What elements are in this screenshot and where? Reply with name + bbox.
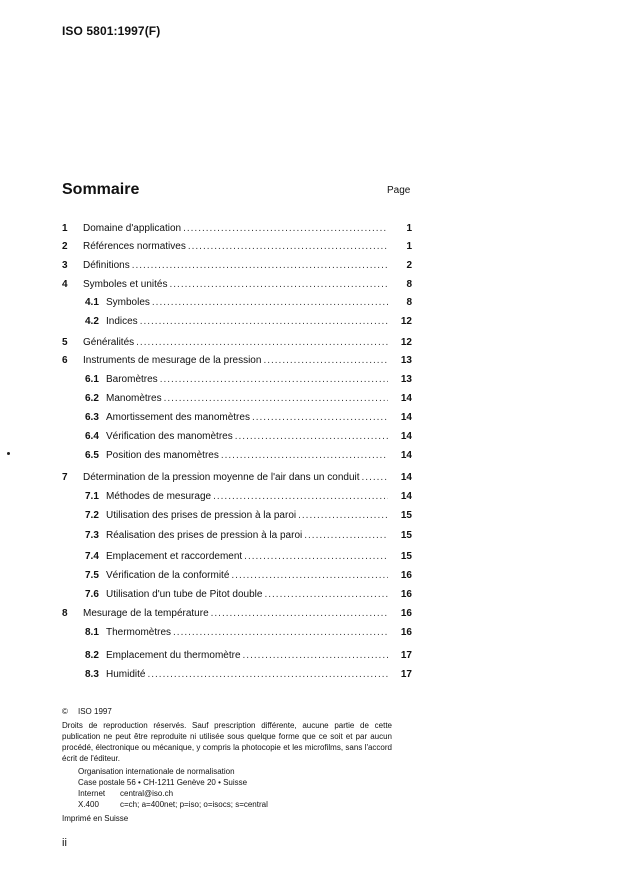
toc-title: Sommaire [62, 181, 140, 198]
internet-value: central@iso.ch [120, 789, 174, 798]
document-id: ISO 5801:1997(F) [62, 24, 161, 38]
toc-entry-title-wrap [83, 279, 388, 290]
toc-entry [0, 297, 620, 313]
toc-entry-title: Domaine d'application [83, 223, 182, 234]
toc-entry [0, 279, 620, 295]
toc-entry-title-wrap [106, 570, 388, 581]
toc-entry-title-wrap [106, 530, 388, 541]
toc-entry [0, 241, 620, 257]
dot-leader [243, 650, 388, 661]
dot-leader [164, 393, 388, 404]
x400-line [78, 799, 392, 810]
toc-entry [0, 472, 620, 488]
toc-entry-title-wrap [83, 337, 388, 348]
toc-entry [0, 393, 620, 409]
toc-entry-page: 14 [400, 450, 412, 461]
toc-entry-title-wrap [106, 551, 388, 562]
toc-entry-title: Utilisation des prises de pression à la paroi [106, 510, 297, 521]
toc-entry-title-wrap [106, 669, 388, 680]
toc-entry-page: 17 [400, 669, 412, 680]
copyright-symbol: © [62, 707, 68, 716]
toc-entry-number: 6.1 [85, 374, 99, 385]
toc-entry-number: 7.5 [85, 570, 99, 581]
dot-leader [362, 472, 388, 483]
rights-statement: Droits de reproduction réservés. Sauf prescription différente, aucune partie de cette publication ne peut être reproduite ni utilisée sous quelque forme que ce soit et par aucun procédé, électronique ou mécanique, y compris la photocopie et les microfilms, sans l'accord écrit de l'éditeur. [62, 721, 392, 763]
toc-entry-page: 16 [400, 589, 412, 600]
toc-entry-number: 6.3 [85, 412, 99, 423]
toc-entry-title: Généralités [83, 337, 135, 348]
toc-entry-title-wrap [106, 297, 388, 308]
toc-entry-title-wrap [83, 355, 388, 366]
dot-leader [264, 589, 388, 600]
toc-entry-title: Vérification de la conformité [106, 570, 230, 581]
dot-leader [170, 279, 389, 290]
copyright-notice: ISO 1997 [78, 707, 112, 716]
toc-entry-page: 12 [400, 337, 412, 348]
toc-entry-number: 6 [62, 355, 68, 366]
toc-entry-page: 15 [400, 510, 412, 521]
toc-entry-page: 17 [400, 650, 412, 661]
toc-entry [0, 627, 620, 643]
toc-entry-title: Définitions [83, 260, 130, 271]
toc-entry-title: Indices [106, 316, 138, 327]
toc-entry-page: 15 [400, 551, 412, 562]
toc-entry-page: 16 [400, 608, 412, 619]
toc-entry-page: 14 [400, 412, 412, 423]
dot-leader [235, 431, 388, 442]
toc-entry [0, 669, 620, 685]
toc-entry-title-wrap [106, 589, 388, 600]
toc-entry-page: 14 [400, 393, 412, 404]
toc-entry-title-wrap [106, 412, 388, 423]
toc-entry [0, 316, 620, 332]
toc-entry-title: Emplacement du thermomètre [106, 650, 241, 661]
toc-entry-title-wrap [83, 260, 388, 271]
toc-entry-title-wrap [106, 431, 388, 442]
dot-leader [183, 223, 388, 234]
dot-leader [244, 551, 388, 562]
toc-entry-title-wrap [83, 241, 388, 252]
toc-entry-number: 7.3 [85, 530, 99, 541]
toc-entry-title-wrap [106, 450, 388, 461]
toc-entry [0, 260, 620, 276]
toc-entry [0, 431, 620, 447]
toc-entry-number: 8.2 [85, 650, 99, 661]
toc-entry [0, 530, 620, 546]
toc-entry-title: Manomètres [106, 393, 162, 404]
toc-entry-title: Détermination de la pression moyenne de l'air dans un conduit [83, 472, 360, 483]
toc-entry-title-wrap [83, 472, 388, 483]
toc-entry-title: Vérification des manomètres [106, 431, 233, 442]
toc-entry-title: Emplacement et raccordement [106, 551, 243, 562]
internet-label: Internet [78, 789, 106, 798]
toc-entry-page: 8 [406, 297, 412, 308]
toc-entry-title-wrap [106, 374, 388, 385]
dot-leader [304, 530, 388, 541]
toc-entry-page: 14 [400, 431, 412, 442]
toc-entry-page: 1 [406, 241, 412, 252]
dot-leader [298, 510, 388, 521]
toc-entry-title: Références normatives [83, 241, 186, 252]
copyright-block [62, 706, 392, 824]
toc-entry-title: Amortissement des manomètres [106, 412, 250, 423]
toc-entry-number: 5 [62, 337, 68, 348]
toc-entry-number: 8 [62, 608, 68, 619]
toc-entry-title: Méthodes de mesurage [106, 491, 212, 502]
dot-leader [231, 570, 388, 581]
toc-entry-title: Humidité [106, 669, 146, 680]
x400-value: c=ch; a=400net; p=iso; o=isocs; s=central [120, 800, 268, 809]
dot-leader [160, 374, 388, 385]
toc-entry-title-wrap [83, 608, 388, 619]
toc-entry-title-wrap [106, 650, 388, 661]
toc-entry [0, 355, 620, 371]
toc-entry-number: 1 [62, 223, 68, 234]
dot-leader [152, 297, 388, 308]
toc-entry [0, 412, 620, 428]
toc-entry-page: 8 [406, 279, 412, 290]
dot-leader [188, 241, 388, 252]
toc-entry-page: 13 [400, 355, 412, 366]
toc-entry-number: 6.2 [85, 393, 99, 404]
dot-leader [132, 260, 388, 271]
toc-entry-title: Instruments de mesurage de la pression [83, 355, 262, 366]
toc-entry-title-wrap [106, 627, 388, 638]
page-column-label: Page [387, 185, 411, 196]
toc-entry-title: Symboles et unités [83, 279, 168, 290]
toc-entry-number: 4 [62, 279, 68, 290]
toc-entry-page: 14 [400, 491, 412, 502]
dot-leader [213, 491, 388, 502]
internet-line [78, 788, 392, 799]
toc-entry-number: 7.4 [85, 551, 99, 562]
toc-entry [0, 337, 620, 353]
toc-entry [0, 374, 620, 390]
toc-entry-title: Baromètres [106, 374, 158, 385]
dot-leader [252, 412, 388, 423]
toc-entry [0, 491, 620, 507]
dot-leader [221, 450, 388, 461]
toc-entry [0, 608, 620, 624]
dot-leader [173, 627, 388, 638]
toc-entry-title-wrap [106, 316, 388, 327]
toc-entry-page: 14 [400, 472, 412, 483]
toc-entry-title-wrap [106, 510, 388, 521]
toc-entry-title: Utilisation d'un tube de Pitot double [106, 589, 263, 600]
org-name: Organisation internationale de normalisation [78, 767, 235, 776]
toc-entry-number: 3 [62, 260, 68, 271]
dot-leader [211, 608, 388, 619]
toc-entry-title: Mesurage de la température [83, 608, 209, 619]
toc-entry-page: 1 [406, 223, 412, 234]
dot-leader [263, 355, 388, 366]
dot-leader [147, 669, 388, 680]
toc-entry-title: Position des manomètres [106, 450, 219, 461]
toc-entry-page: 16 [400, 627, 412, 638]
toc-entry-page: 12 [400, 316, 412, 327]
toc-entry-title: Réalisation des prises de pression à la paroi [106, 530, 303, 541]
toc-entry-number: 6.5 [85, 450, 99, 461]
toc-entry-title-wrap [83, 223, 388, 234]
toc-entry-number: 2 [62, 241, 68, 252]
toc-entry [0, 650, 620, 666]
toc-entry-number: 8.3 [85, 669, 99, 680]
toc-entry-number: 7.6 [85, 589, 99, 600]
dot-leader [136, 337, 388, 348]
toc-entry [0, 223, 620, 239]
toc-entry [0, 450, 620, 466]
toc-entry-number: 7 [62, 472, 68, 483]
toc-entry [0, 510, 620, 526]
margin-dot [7, 452, 10, 455]
printed-in: Imprimé en Suisse [62, 814, 129, 823]
page-number: ii [62, 837, 67, 849]
toc-entry-page: 15 [400, 530, 412, 541]
toc-entry-page: 13 [400, 374, 412, 385]
postal-address: Case postale 56 • CH-1211 Genève 20 • Suisse [78, 778, 248, 787]
toc-entry-number: 7.2 [85, 510, 99, 521]
toc-entry [0, 551, 620, 567]
toc-entry-page: 2 [406, 260, 412, 271]
toc-entry-number: 6.4 [85, 431, 99, 442]
toc-entry-title-wrap [106, 491, 388, 502]
toc-entry-number: 8.1 [85, 627, 99, 638]
toc-entry-number: 4.1 [85, 297, 99, 308]
organization-address [62, 766, 392, 810]
toc-entry-title: Symboles [106, 297, 150, 308]
toc-entry-number: 4.2 [85, 316, 99, 327]
toc-entry-page: 16 [400, 570, 412, 581]
dot-leader [140, 316, 388, 327]
x400-label: X.400 [78, 800, 99, 809]
toc-entry-title: Thermomètres [106, 627, 172, 638]
toc-entry [0, 570, 620, 586]
toc-entry [0, 589, 620, 605]
toc-entry-title-wrap [106, 393, 388, 404]
toc-entry-number: 7.1 [85, 491, 99, 502]
